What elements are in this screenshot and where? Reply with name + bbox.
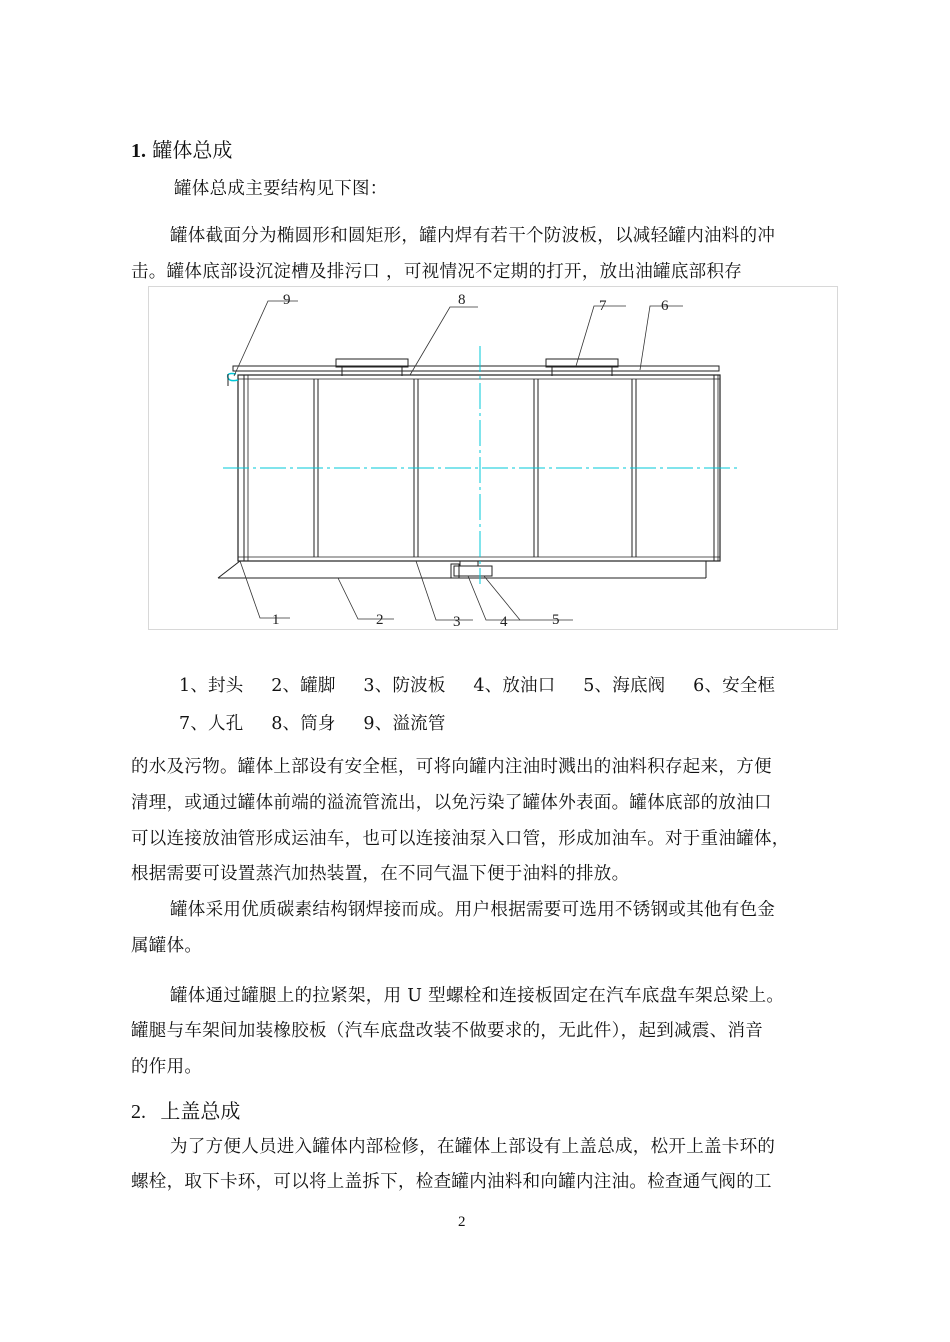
paragraph-line: 击。罐体底部设沉淀槽及排污口 ，可视情况不定期的打开，放出油罐底部积存	[131, 262, 743, 282]
paragraph-line: 罐体采用优质碳素结构钢焊接而成。用户根据需要可选用不锈钢或其他有色金	[170, 900, 776, 920]
paragraph-line: 螺栓，取下卡环，可以将上盖拆下，检查罐内油料和向罐内注油。检查通气阀的工	[131, 1172, 772, 1192]
legend-item: 7、人孔	[179, 714, 244, 734]
legend-item: 1、封头	[179, 676, 244, 696]
paragraph-line: 罐体截面分为椭圆形和圆矩形，罐内焊有若干个防波板，以减轻罐内油料的冲	[170, 226, 776, 246]
tank-assembly-drawing	[148, 286, 838, 630]
callout-8: 8	[458, 292, 466, 308]
section-1-title: 罐体总成	[152, 138, 233, 162]
paragraph-line: 清理，或通过罐体前端的溢流管流出，以免污染了罐体外表面。罐体底部的放油口	[131, 793, 772, 813]
paragraph-line: 属罐体。	[131, 936, 203, 956]
tank-top-plate	[233, 366, 719, 371]
section-2-heading	[131, 1095, 240, 1124]
tank-drawing-svg	[148, 286, 838, 630]
section-1-heading	[131, 134, 232, 163]
callout-9: 9	[283, 292, 291, 308]
legend-item: 6、安全框	[693, 676, 776, 696]
overflow-pipe	[228, 374, 238, 381]
legend-item: 5、海底阀	[583, 676, 666, 696]
paragraph-line: 罐腿与车架间加装橡胶板（汽车底盘改装不做要求的，无此件），起到减震、消音	[131, 1021, 764, 1041]
page-number: 2	[458, 1214, 466, 1230]
legend-item: 9、溢流管	[363, 714, 446, 734]
figure-legend-row-1	[179, 672, 775, 697]
paragraph-line: 的作用。	[131, 1057, 203, 1077]
callout-5: 5	[552, 612, 560, 628]
section-2-title: 上盖总成	[160, 1099, 241, 1123]
legend-item: 8、筒身	[271, 714, 336, 734]
legend-item: 4、放油口	[473, 676, 556, 696]
paragraph-line: 可以连接放油管形成运油车，也可以连接油泵入口管，形成加油车。对于重油罐体，	[131, 829, 790, 849]
paragraph-line: 为了方便人员进入罐体内部检修，在罐体上部设有上盖总成，松开上盖卡环的	[170, 1137, 776, 1157]
callout-4: 4	[500, 614, 508, 630]
callout-7: 7	[599, 298, 607, 314]
legend-item: 3、防波板	[363, 676, 446, 696]
drain-outlet	[451, 561, 492, 578]
figure-legend-row-2	[179, 710, 446, 735]
callout-1: 1	[272, 612, 280, 628]
tank-leg	[218, 561, 706, 578]
paragraph-line: 根据需要可设置蒸汽加热装置，在不同气温下便于油料的排放。	[131, 864, 630, 884]
paragraph-line: 的水及污物。罐体上部设有安全框，可将向罐内注油时溅出的油料积存起来，方便	[131, 757, 772, 777]
paragraph-line: 罐体通过罐腿上的拉紧架，用 U 型螺栓和连接板固定在汽车底盘车架总梁上。	[170, 986, 785, 1006]
section-1-number: 1.	[131, 140, 146, 162]
section-1-intro: 罐体总成主要结构见下图：	[174, 179, 388, 199]
section-2-number: 2.	[131, 1101, 146, 1123]
callout-3: 3	[453, 614, 461, 630]
legend-item: 2、罐脚	[271, 676, 336, 696]
callout-6: 6	[661, 298, 669, 314]
callout-2: 2	[376, 612, 384, 628]
